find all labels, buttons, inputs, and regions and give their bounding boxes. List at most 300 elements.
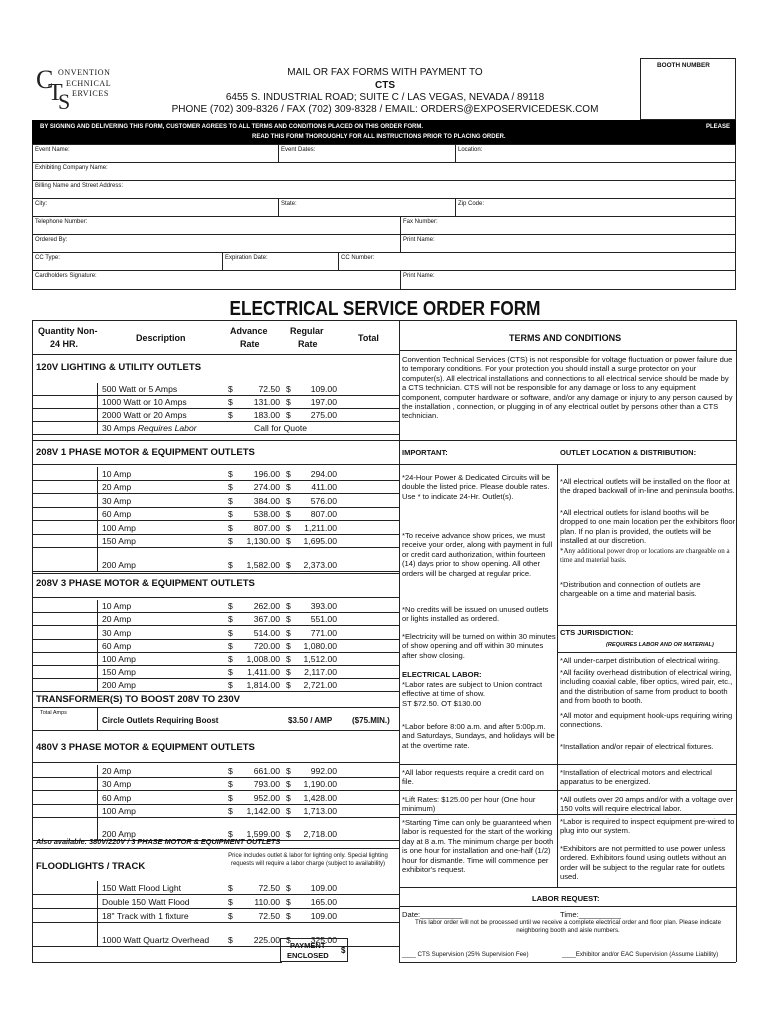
regular-currency: $ xyxy=(286,614,291,625)
advance-rate: 196.00 xyxy=(253,468,280,479)
payment-enclosed-box[interactable] xyxy=(280,938,348,962)
quantity-cell[interactable] xyxy=(32,600,98,613)
zip-code-field[interactable]: Zip Code: xyxy=(458,201,485,207)
col-advance-2: Rate xyxy=(240,339,260,349)
regular-currency: $ xyxy=(286,468,291,479)
quantity-cell[interactable] xyxy=(32,666,98,679)
regular-rate: 2,117.00 xyxy=(304,667,337,678)
total-cell[interactable] xyxy=(342,600,399,613)
quantity-cell[interactable] xyxy=(32,653,98,666)
advance-rate: 952.00 xyxy=(253,792,280,803)
advance-currency: $ xyxy=(228,640,233,651)
logo-line-1: ONVENTION xyxy=(58,68,111,77)
advance-currency: $ xyxy=(228,559,233,570)
quantity-cell[interactable] xyxy=(32,805,98,818)
item-description: 1000 Watt Quartz Overhead xyxy=(102,935,210,945)
quantity-cell[interactable] xyxy=(32,778,98,791)
total-cell[interactable] xyxy=(342,818,399,841)
item-description: 10 Amp xyxy=(102,468,132,479)
advance-rate: 1,142.00 xyxy=(246,805,280,816)
payment-line-1: PAYMENT xyxy=(290,941,326,950)
advance-currency: $ xyxy=(228,680,233,691)
advance-rate: 274.00 xyxy=(253,482,280,492)
total-cell[interactable] xyxy=(342,653,399,666)
boost-rate: $3.50 / AMP xyxy=(288,716,333,725)
advance-currency: $ xyxy=(228,805,233,816)
quantity-cell[interactable] xyxy=(32,923,98,947)
jurisdiction-subheading: (REQUIRES LABOR AND OR MATERIAL) xyxy=(606,642,714,648)
rate-row[interactable] xyxy=(32,895,399,909)
booth-number-box[interactable] xyxy=(640,58,736,120)
outlet-3: *Any additional power drop or locations are chargeable on a time and material basis. xyxy=(560,547,730,565)
rate-row[interactable] xyxy=(32,508,399,522)
advance-rate: 1,130.00 xyxy=(246,536,280,546)
total-cell[interactable] xyxy=(342,548,399,572)
boost-desc: Circle Outlets Requiring Boost xyxy=(102,716,219,725)
quantity-cell[interactable] xyxy=(32,881,98,895)
rate-row[interactable] xyxy=(32,613,399,626)
regular-currency: $ xyxy=(286,792,291,803)
outlet-2: *All electrical outlets for island booths will be dropped to one main location per the exhibitors floor plan. If no plan is provided, the outlets will be installed at our discretion. xyxy=(560,508,736,546)
regular-rate: 109.00 xyxy=(310,384,337,394)
advance-rate: 1,582.00 xyxy=(246,559,280,570)
advance-currency: $ xyxy=(228,397,233,407)
quantity-cell[interactable] xyxy=(32,548,98,572)
total-cell[interactable] xyxy=(342,396,399,409)
banner-please: PLEASE xyxy=(705,124,730,130)
exhibiting-company-field[interactable]: Exhibiting Company Name: xyxy=(35,165,108,171)
advance-currency: $ xyxy=(228,766,233,777)
regular-rate: 1,428.00 xyxy=(303,792,337,803)
quantity-cell[interactable] xyxy=(32,508,98,522)
rate-row[interactable] xyxy=(32,467,399,481)
item-description: 60 Amp xyxy=(102,640,132,651)
important-4: *Electricity will be turned on within 30 minutes of show opening and off within 30 minutes after show closing. xyxy=(402,632,556,660)
item-description: 150 Amp xyxy=(102,536,136,546)
cc-type-field[interactable]: CC Type: xyxy=(35,255,60,261)
total-cell[interactable] xyxy=(342,778,399,791)
section-120v-title: 120V LIGHTING & UTILITY OUTLETS xyxy=(36,362,202,373)
advance-rate: 807.00 xyxy=(253,522,280,533)
cc-number-field[interactable]: CC Number: xyxy=(341,255,375,261)
labor-row-desc: 30 Amps Requires Labor xyxy=(102,423,197,433)
regular-rate: 294.00 xyxy=(310,468,337,479)
item-description: 10 Amp xyxy=(102,601,132,612)
logo-line-3: ERVICES xyxy=(72,89,109,98)
regular-currency: $ xyxy=(286,384,291,394)
regular-rate: 2,718.00 xyxy=(303,828,337,839)
rate-row[interactable] xyxy=(32,383,399,396)
total-cell[interactable] xyxy=(342,626,399,639)
item-description: 200 Amp xyxy=(102,680,136,691)
section-flood-title: FLOODLIGHTS / TRACK xyxy=(36,861,146,872)
rate-row[interactable] xyxy=(32,653,399,666)
total-cell[interactable] xyxy=(342,923,399,947)
regular-rate: 1,695.00 xyxy=(303,536,337,546)
item-description: 150 Amp xyxy=(102,667,136,678)
quantity-cell[interactable] xyxy=(32,679,98,692)
jurisdiction-2: *All facility overhead distribution of electrical wiring, including coaxial cable, fiber optics, wired pair, etc., and the distribution of same from product to booth and from booth to booth. xyxy=(560,668,733,706)
quantity-cell[interactable] xyxy=(32,467,98,481)
terms-intro: Convention Technical Services (CTS) is not responsible for voltage fluctuation or power failure due to temporary conditions. For your protection you should install a surge protector on your computer(s). All electrical installations and connections to all electrical service should be made by a CTS technician. CTS will not be responsible for any damage or loss to any equipment component, computer hardware or software, and/or any damage or injury to any person caused by the installation , connection, or plugging in of any electrical outlet by persons other than a CTS technician. xyxy=(402,355,733,421)
location-field[interactable]: Location: xyxy=(458,147,483,153)
advance-currency: $ xyxy=(228,911,233,921)
total-cell[interactable] xyxy=(342,666,399,679)
billing-address-field[interactable]: Billing Name and Street Address: xyxy=(35,183,124,189)
rate-row[interactable] xyxy=(32,765,399,778)
total-amps-label: Total Amps xyxy=(40,710,67,716)
company-name: CTS xyxy=(375,80,395,91)
item-description: 30 Amp xyxy=(102,495,132,506)
advance-currency: $ xyxy=(228,601,233,612)
total-cell[interactable] xyxy=(342,494,399,508)
item-description: 60 Amp xyxy=(102,792,132,803)
advance-currency: $ xyxy=(228,653,233,664)
labor-request-time[interactable]: Time:__________ xyxy=(560,910,621,919)
cts-supervision-option[interactable]: ____ CTS Supervision (25% Supervision Fee) xyxy=(402,951,529,958)
total-cell[interactable] xyxy=(342,679,399,692)
col-advance-1: Advance xyxy=(230,326,268,336)
regular-rate: 1,713.00 xyxy=(303,805,337,816)
total-cell[interactable] xyxy=(342,613,399,626)
outlet-1: *All electrical outlets will be installed on the floor at the draped backwall of in-line and peninsula booths. xyxy=(560,477,735,496)
regular-currency: $ xyxy=(286,897,291,907)
advance-currency: $ xyxy=(228,614,233,625)
regular-currency: $ xyxy=(286,410,291,420)
quantity-cell[interactable] xyxy=(32,409,98,422)
advance-rate: 72.50 xyxy=(258,384,280,394)
advance-currency: $ xyxy=(228,495,233,506)
telephone-field[interactable]: Telephone Number: xyxy=(35,219,88,225)
item-description: 200 Amp xyxy=(102,828,136,839)
rate-row[interactable] xyxy=(32,521,399,535)
advance-currency: $ xyxy=(228,384,233,394)
rate-row[interactable] xyxy=(32,679,399,692)
regular-currency: $ xyxy=(286,935,291,945)
quantity-cell[interactable] xyxy=(32,613,98,626)
jurisdiction-5: *Installation of electrical motors and electrical apparatus to be energized. xyxy=(560,768,712,787)
jurisdiction-3: *All motor and equipment hook-ups requiring wiring connections. xyxy=(560,711,733,730)
jurisdiction-7: *Labor is required to inspect equipment pre-wired to plug into our system. xyxy=(560,817,735,836)
total-cell[interactable] xyxy=(342,881,399,895)
ordered-by-field[interactable]: Ordered By: xyxy=(35,237,68,243)
total-cell[interactable] xyxy=(342,409,399,422)
total-cell[interactable] xyxy=(342,481,399,495)
labor-5: *Starting Time can only be guaranteed when labor is requested for the start of the working day at 8 a.m. The minimum charge per booth is one hour for installation and one-half (1/2) hour for dismantle. Time will commence per exhibitor's request. xyxy=(402,818,554,875)
advance-currency: $ xyxy=(228,667,233,678)
regular-currency: $ xyxy=(286,397,291,407)
labor-request-note: This labor order will not be processed until we receive a complete electrical order and floor plan. Please indicate neighboring booth and aisle numbers. xyxy=(414,919,722,935)
section-208v-1ph-title: 208V 1 PHASE MOTOR & EQUIPMENT OUTLETS xyxy=(36,447,255,458)
rate-row[interactable] xyxy=(32,409,399,422)
regular-currency: $ xyxy=(286,667,291,678)
regular-currency: $ xyxy=(286,911,291,921)
advance-rate: 514.00 xyxy=(253,627,280,638)
outlet-4: *Distribution and connection of outlets are chargeable on a time and material basis. xyxy=(560,580,701,599)
advance-rate: 72.50 xyxy=(258,883,280,893)
regular-currency: $ xyxy=(286,522,291,533)
total-cell[interactable] xyxy=(342,535,399,549)
regular-rate: 1,211.00 xyxy=(304,522,337,533)
advance-rate: 110.00 xyxy=(254,897,280,907)
advance-currency: $ xyxy=(228,627,233,638)
rate-row[interactable] xyxy=(32,548,399,572)
advance-rate: 661.00 xyxy=(253,766,280,777)
col-regular-2: Rate xyxy=(298,339,318,349)
total-cell[interactable] xyxy=(342,383,399,396)
labor-request-date[interactable]: Date:__________ xyxy=(402,910,463,919)
expiration-date-field[interactable]: Expiration Date: xyxy=(225,255,268,261)
booth-number-label: BOOTH NUMBER xyxy=(657,62,710,69)
also-available-note: Also available: 380V/220V / 3 PHASE MOTOR & EQUIPMENT OUTLETS xyxy=(36,837,281,846)
regular-rate: 2,721.00 xyxy=(303,680,337,691)
advance-currency: $ xyxy=(228,897,233,907)
item-description: 500 Watt or 5 Amps xyxy=(102,384,178,394)
payment-dollar: $ xyxy=(341,946,346,955)
item-description: 100 Amp xyxy=(102,805,136,816)
advance-rate: 538.00 xyxy=(253,509,280,519)
regular-rate: 2,373.00 xyxy=(303,559,337,570)
regular-rate: 325.00 xyxy=(310,935,337,945)
advance-rate: 1,599.00 xyxy=(246,828,280,839)
regular-currency: $ xyxy=(286,509,291,519)
section-480v-title: 480V 3 PHASE MOTOR & EQUIPMENT OUTLETS xyxy=(36,742,255,753)
payment-line-2: ENCLOSED xyxy=(287,951,329,960)
regular-rate: 109.00 xyxy=(310,883,337,893)
labor-rates: ST $72.50. OT $130.00 xyxy=(402,699,482,708)
outlet-location-heading: OUTLET LOCATION & DISTRIBUTION: xyxy=(560,448,697,457)
quantity-cell[interactable] xyxy=(32,626,98,639)
item-description: 18" Track with 1 fixture xyxy=(102,911,189,921)
exhibitor-supervision-option[interactable]: ____Exhibitor and/or EAC Supervision (Assume Liability) xyxy=(562,951,719,958)
total-cell[interactable] xyxy=(342,909,399,923)
col-total: Total xyxy=(358,333,379,343)
transformer-row[interactable] xyxy=(32,707,399,731)
total-cell[interactable] xyxy=(342,521,399,535)
advance-currency: $ xyxy=(228,522,233,533)
advance-rate: 1,411.00 xyxy=(247,667,280,678)
quantity-cell[interactable] xyxy=(32,494,98,508)
regular-currency: $ xyxy=(286,601,291,612)
advance-rate: 1,814.00 xyxy=(246,680,280,691)
advance-currency: $ xyxy=(228,509,233,519)
advance-currency: $ xyxy=(228,883,233,893)
company-phone: PHONE (702) 309-8326 / FAX (702) 309-8328 / EMAIL: ORDERS@EXPOSERVICEDESK.COM xyxy=(171,104,599,115)
regular-rate: 411.00 xyxy=(311,482,337,492)
rate-row[interactable] xyxy=(32,881,399,895)
quantity-cell[interactable] xyxy=(32,640,98,653)
item-description: 2000 Watt or 20 Amps xyxy=(102,410,187,420)
terms-banner xyxy=(32,120,736,144)
total-cell[interactable] xyxy=(342,895,399,909)
regular-rate: 275.00 xyxy=(310,410,337,420)
rate-row[interactable] xyxy=(32,791,399,804)
regular-currency: $ xyxy=(286,779,291,790)
row-30-amps-labor[interactable] xyxy=(32,422,399,435)
boost-minimum: ($75.MIN.) xyxy=(352,716,390,725)
print-name-field-2[interactable]: Print Name: xyxy=(403,273,435,279)
advance-currency: $ xyxy=(228,536,233,546)
regular-rate: 576.00 xyxy=(310,495,337,506)
transformer-title: TRANSFORMER(S) TO BOOST 208V TO 230V xyxy=(36,694,240,705)
regular-currency: $ xyxy=(286,536,291,546)
labor-1: *Labor rates are subject to Union contract effective at time of show. xyxy=(402,680,543,699)
important-heading: IMPORTANT: xyxy=(402,448,448,457)
regular-currency: $ xyxy=(286,627,291,638)
advance-currency: $ xyxy=(228,935,233,945)
quantity-cell[interactable] xyxy=(32,765,98,778)
item-description: Double 150 Watt Flood xyxy=(102,897,190,907)
electrical-labor-heading: ELECTRICAL LABOR: xyxy=(402,670,482,679)
svg-text:T: T xyxy=(48,80,63,106)
regular-rate: 992.00 xyxy=(310,766,337,777)
advance-currency: $ xyxy=(228,468,233,479)
banner-line-1: BY SIGNING AND DELIVERING THIS FORM, CUSTOMER AGREES TO ALL TERMS AND CONDITIONS PLACED ON THIS ORDER FORM. xyxy=(40,124,424,130)
item-description: 60 Amp xyxy=(102,509,132,519)
regular-rate: 771.00 xyxy=(310,627,337,638)
regular-currency: $ xyxy=(286,640,291,651)
advance-rate: 72.50 xyxy=(258,911,280,921)
mail-line: MAIL OR FAX FORMS WITH PAYMENT TO xyxy=(287,67,483,78)
col-qty-1: Quantity Non- xyxy=(38,326,98,336)
rate-row[interactable] xyxy=(32,626,399,639)
advance-rate: 225.00 xyxy=(253,935,280,945)
banner-line-2: READ THIS FORM THOROUGHLY FOR ALL INSTRUCTIONS PRIOR TO PLACING ORDER. xyxy=(252,134,506,140)
col-regular-1: Regular xyxy=(290,326,324,336)
svg-text:S: S xyxy=(58,89,71,110)
total-cell[interactable] xyxy=(342,640,399,653)
state-field[interactable]: State: xyxy=(281,201,297,207)
advance-rate: 720.00 xyxy=(253,640,280,651)
jurisdiction-4: *Installation and/or repair of electrical fixtures. xyxy=(560,742,714,751)
item-description: 20 Amp xyxy=(102,614,132,625)
regular-rate: 197.00 xyxy=(310,397,337,407)
regular-currency: $ xyxy=(286,680,291,691)
cardholder-signature-field[interactable]: Cardholders Signature: xyxy=(35,273,97,279)
important-1: *24-Hour Power & Dedicated Circuits will be double the listed price. Please double rates. Use * to indicate 24-Hr. Outlet(s). xyxy=(402,473,551,501)
rate-row[interactable] xyxy=(32,805,399,818)
event-dates-field[interactable]: Event Dates: xyxy=(281,147,316,153)
advance-rate: 793.00 xyxy=(253,779,280,790)
total-cell[interactable] xyxy=(342,805,399,818)
regular-rate: 1,512.00 xyxy=(303,653,337,664)
total-cell[interactable] xyxy=(342,467,399,481)
item-description: 20 Amp xyxy=(102,766,132,777)
rate-row[interactable] xyxy=(32,535,399,549)
regular-currency: $ xyxy=(286,495,291,506)
item-description: 100 Amp xyxy=(102,653,136,664)
call-for-quote: Call for Quote xyxy=(254,423,308,433)
item-description: 20 Amp xyxy=(102,482,132,492)
total-cell[interactable] xyxy=(342,765,399,778)
item-description: 1000 Watt or 10 Amps xyxy=(102,397,187,407)
jurisdiction-1: *All under-carpet distribution of electrical wiring. xyxy=(560,656,720,665)
regular-currency: $ xyxy=(286,828,291,839)
regular-rate: 551.00 xyxy=(310,614,337,625)
regular-currency: $ xyxy=(286,883,291,893)
svg-text:C: C xyxy=(36,65,54,94)
rate-row[interactable] xyxy=(32,666,399,679)
jurisdiction-6: *All outlets over 20 amps and/or with a voltage over 150 volts will require electrical labor. xyxy=(560,795,734,814)
advance-rate: 131.00 xyxy=(253,397,280,407)
labor-3: *All labor requests require a credit card on file. xyxy=(402,768,544,787)
rate-row[interactable] xyxy=(32,778,399,791)
quantity-cell[interactable] xyxy=(32,481,98,495)
regular-rate: 393.00 xyxy=(310,601,337,612)
advance-currency: $ xyxy=(228,410,233,420)
rate-row[interactable] xyxy=(32,481,399,495)
advance-rate: 183.00 xyxy=(253,410,280,420)
regular-rate: 807.00 xyxy=(310,509,337,519)
advance-rate: 1,008.00 xyxy=(246,653,280,664)
jurisdiction-8: *Exhibitors are not permitted to use power unless ordered. Exhibitors found using outlets without an order will be subject to the regular rate for outlets used. xyxy=(560,844,727,882)
total-cell[interactable] xyxy=(342,791,399,804)
quantity-cell[interactable] xyxy=(32,396,98,409)
regular-rate: 1,080.00 xyxy=(303,640,337,651)
form-title: ELECTRICAL SERVICE ORDER FORM xyxy=(229,298,541,320)
regular-currency: $ xyxy=(286,766,291,777)
quantity-cell[interactable] xyxy=(32,535,98,549)
rate-row[interactable] xyxy=(32,640,399,653)
rate-row[interactable] xyxy=(32,600,399,613)
important-3: *No credits will be issued on unused outlets or lights installed as ordered. xyxy=(402,605,549,624)
total-cell[interactable] xyxy=(342,508,399,522)
rate-row[interactable] xyxy=(32,909,399,923)
quantity-cell[interactable] xyxy=(32,521,98,535)
quantity-cell[interactable] xyxy=(32,909,98,923)
advance-rate: 384.00 xyxy=(253,495,280,506)
event-name-field[interactable]: Event Name: xyxy=(35,147,70,153)
labor-2: *Labor before 8:00 a.m. and after 5:00p.m. and Saturdays, Sundays, and holidays will be at the overtime rate. xyxy=(402,722,555,750)
rate-row[interactable] xyxy=(32,494,399,508)
advance-currency: $ xyxy=(228,482,233,492)
labor-request-heading: LABOR REQUEST: xyxy=(532,894,600,903)
customer-info-grid xyxy=(32,144,736,290)
item-description: 30 Amp xyxy=(102,627,132,638)
important-2: *To receive advance show prices, we must receive your order, along with payment in full or credit card authorization, within fourteen (14) days prior to show opening. All other orders will be charged at regular price. xyxy=(402,531,553,578)
col-description: Description xyxy=(136,333,186,343)
flood-note: Price includes outlet & labor for lighting only. Special lighting requests will require a labor charge (subject to availability) xyxy=(228,853,388,867)
item-description: 100 Amp xyxy=(102,522,136,533)
quantity-cell[interactable] xyxy=(32,895,98,909)
advance-currency: $ xyxy=(228,792,233,803)
fax-field[interactable]: Fax Number: xyxy=(403,219,438,225)
advance-rate: 262.00 xyxy=(253,601,280,612)
item-description: 150 Watt Flood Light xyxy=(102,883,181,893)
advance-currency: $ xyxy=(228,828,233,839)
print-name-field-1[interactable]: Print Name: xyxy=(403,237,435,243)
item-description: 30 Amp xyxy=(102,779,132,790)
rate-row[interactable] xyxy=(32,396,399,409)
section-208v-3ph-title: 208V 3 PHASE MOTOR & EQUIPMENT OUTLETS xyxy=(36,578,255,589)
col-qty-2: 24 HR. xyxy=(50,339,79,349)
jurisdiction-heading: CTS JURISDICTION: xyxy=(560,628,634,637)
company-logo xyxy=(36,62,126,110)
regular-rate: 165.00 xyxy=(310,897,337,907)
item-description: 200 Amp xyxy=(102,559,136,570)
quantity-cell[interactable] xyxy=(32,791,98,804)
terms-heading: TERMS AND CONDITIONS xyxy=(509,333,622,343)
advance-rate: 367.00 xyxy=(253,614,280,625)
quantity-cell[interactable] xyxy=(32,383,98,396)
regular-rate: 109.00 xyxy=(310,911,337,921)
advance-currency: $ xyxy=(228,779,233,790)
labor-4: *Lift Rates: $125.00 per hour (One hour minimum) xyxy=(402,795,536,814)
company-address: 6455 S. INDUSTRIAL ROAD; SUITE C / LAS VEGAS, NEVADA / 89118 xyxy=(225,92,545,103)
regular-currency: $ xyxy=(286,805,291,816)
regular-currency: $ xyxy=(286,653,291,664)
city-field[interactable]: City: xyxy=(35,201,47,207)
